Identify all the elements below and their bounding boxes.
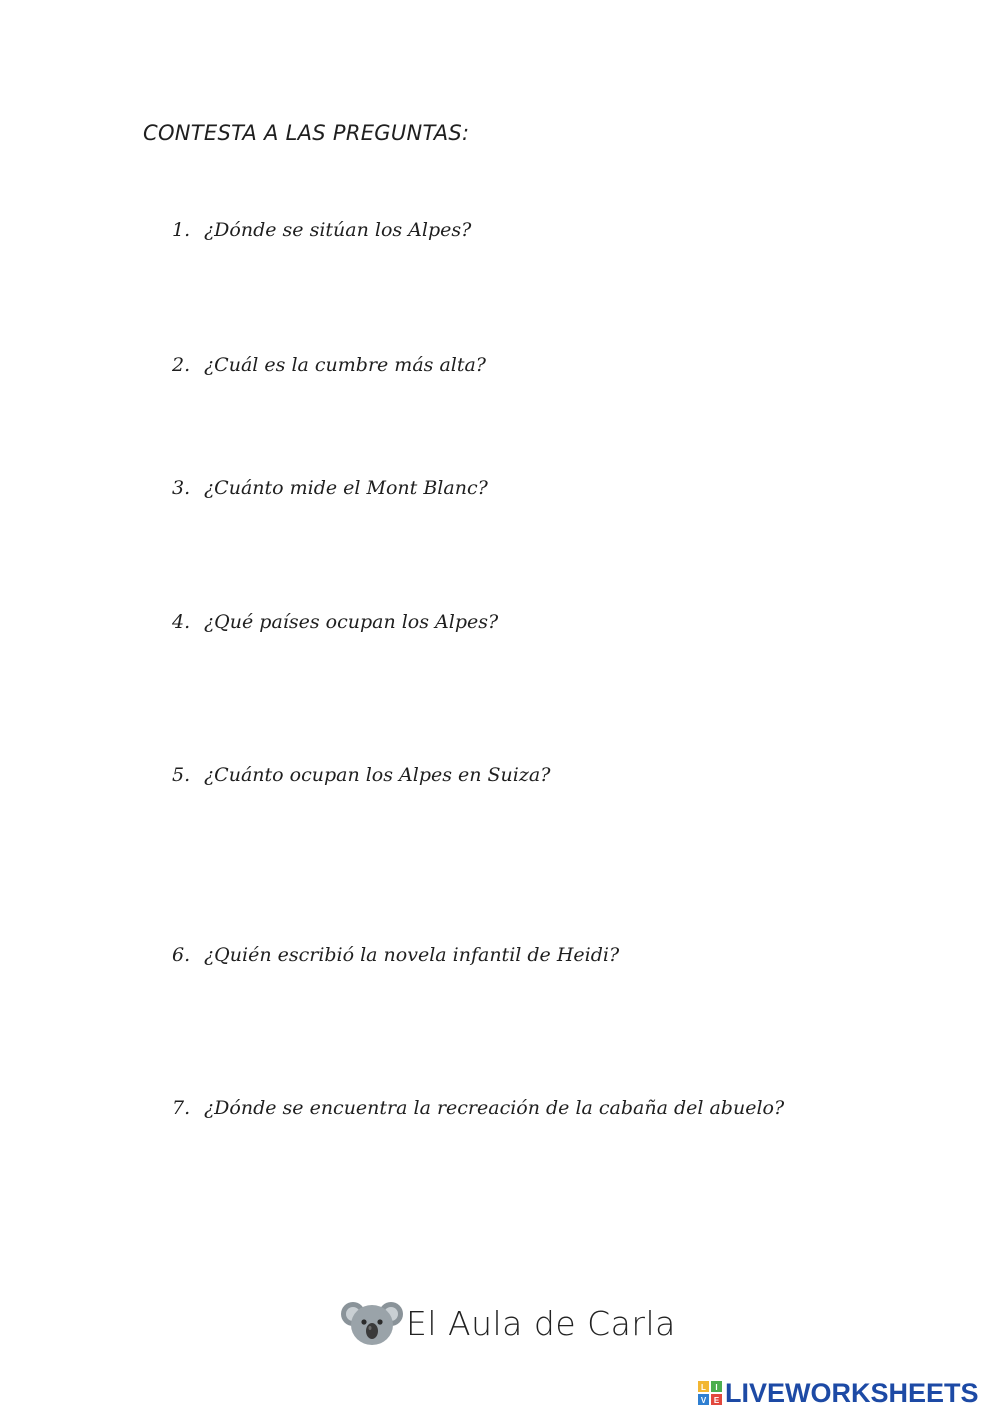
question-text: ¿Cuál es la cumbre más alta? — [204, 354, 486, 376]
liveworksheets-watermark — [697, 1378, 979, 1408]
svg-text:E: E — [713, 1396, 720, 1405]
question-number: 1. — [172, 219, 191, 241]
question-7 — [172, 1097, 784, 1119]
koala-icon — [340, 1298, 404, 1348]
question-number: 6. — [172, 944, 191, 966]
question-6 — [172, 944, 619, 966]
question-text: ¿Dónde se sitúan los Alpes? — [204, 219, 472, 241]
question-text: ¿Dónde se encuentra la recreación de la cabaña del abuelo? — [204, 1097, 785, 1119]
question-1 — [172, 219, 471, 241]
question-number: 5. — [172, 764, 191, 786]
svg-text:I: I — [715, 1383, 718, 1392]
question-4 — [172, 611, 498, 633]
question-text: ¿Cuánto mide el Mont Blanc? — [204, 477, 488, 499]
question-text: ¿Cuánto ocupan los Alpes en Suiza? — [204, 764, 551, 786]
question-text: ¿Qué países ocupan los Alpes? — [204, 611, 499, 633]
question-5 — [172, 764, 550, 786]
brand-logo — [340, 1298, 676, 1348]
question-3 — [172, 477, 488, 499]
svg-text:L: L — [701, 1383, 706, 1392]
question-2 — [172, 354, 486, 376]
brand-name: El Aula de Carla — [406, 1303, 676, 1343]
question-text: ¿Quién escribió la novela infantil de Heidi? — [204, 944, 620, 966]
question-number: 3. — [172, 477, 191, 499]
question-number: 2. — [172, 354, 191, 376]
worksheet-title: CONTESTA A LAS PREGUNTAS: — [143, 121, 470, 145]
watermark-text: LIVEWORKSHEETS — [725, 1377, 979, 1408]
question-number: 7. — [172, 1097, 191, 1119]
svg-text:V: V — [700, 1396, 707, 1405]
liveworksheets-logo-icon — [697, 1380, 723, 1406]
question-number: 4. — [172, 611, 191, 633]
